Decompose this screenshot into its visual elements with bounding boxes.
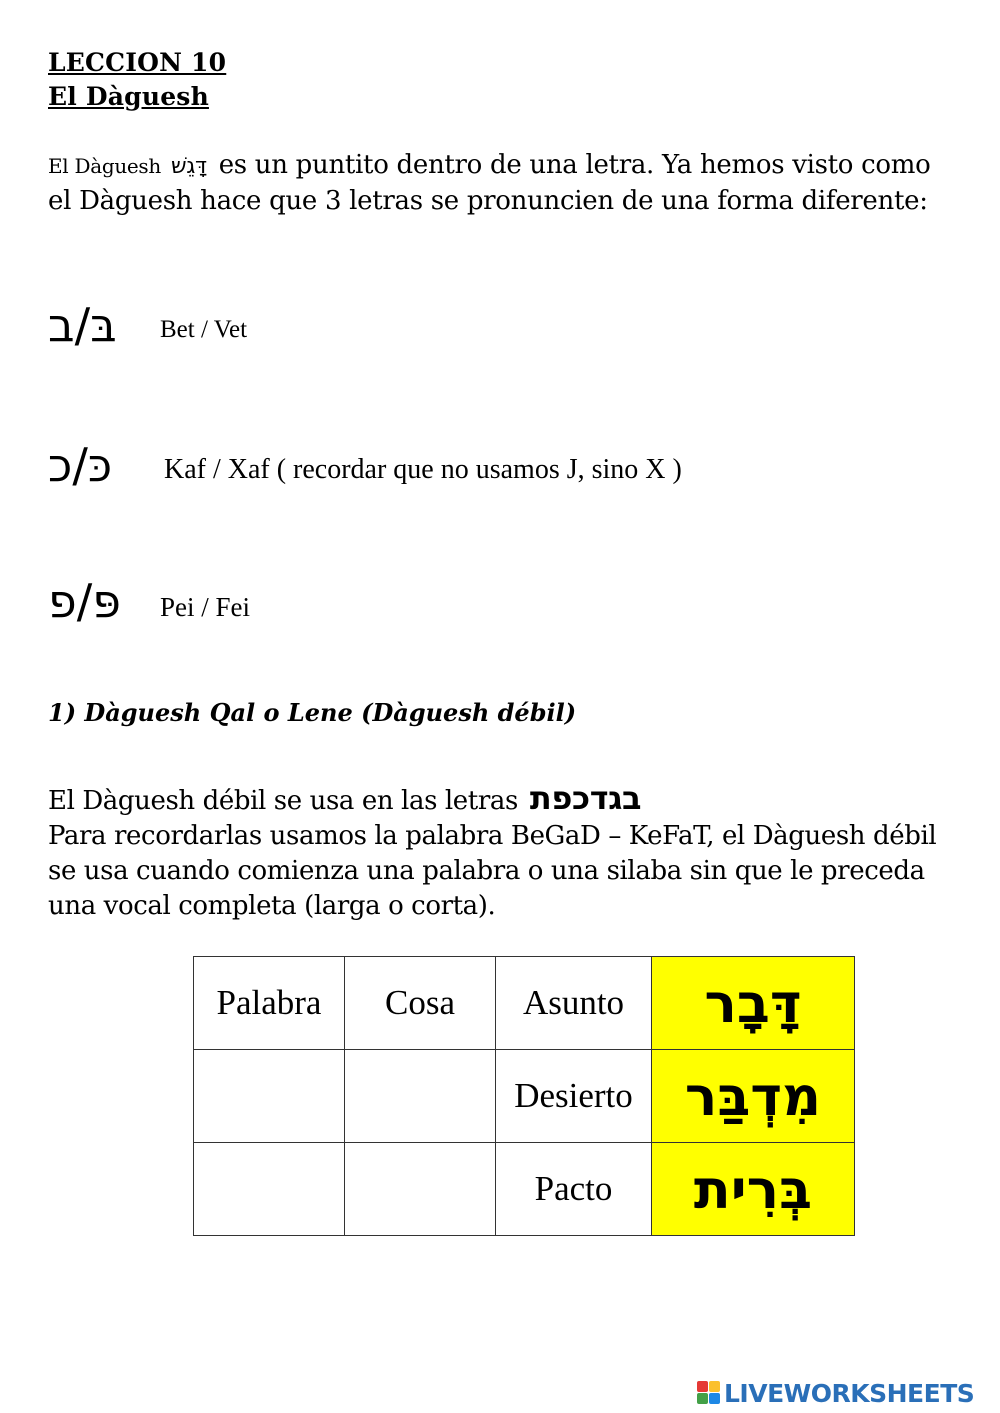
hebrew-word-cell: דָּבָר — [652, 957, 855, 1050]
answer-cell[interactable]: Desierto — [496, 1050, 652, 1143]
begadkefat-line — [48, 781, 968, 819]
vocabulary-table — [193, 956, 855, 1236]
answer-cell[interactable] — [194, 1050, 345, 1143]
section-paragraph — [48, 781, 968, 924]
table-row — [194, 1143, 855, 1236]
section-heading: 1) Dàguesh Qal o Lene (Dàguesh débil) — [48, 698, 577, 727]
dagesh-hebrew-word: דָּגֵשׁ — [170, 154, 207, 179]
intro-lead: El Dàguesh — [48, 154, 161, 178]
begadkefat-explanation: Para recordarlas usamos la palabra BeGaD – KeFaT, el Dàguesh débil se usa cuando comienza una palabra o una silaba sin que le preceda una vocal completa (larga o corta). — [48, 821, 937, 921]
hebrew-word-cell: מִדְבַּר — [652, 1050, 855, 1143]
answer-cell[interactable]: Palabra — [194, 957, 345, 1050]
letter-pair-pei: פּ/פ — [48, 574, 121, 628]
table-row — [194, 957, 855, 1050]
lesson-title: LECCION 10 — [48, 48, 227, 77]
table-row — [194, 1050, 855, 1143]
letter-name-bet: Bet / Vet — [160, 316, 248, 343]
logo-icon — [697, 1381, 721, 1405]
intro-paragraph — [48, 148, 948, 218]
answer-cell[interactable] — [345, 1050, 496, 1143]
lesson-topic: El Dàguesh — [48, 82, 209, 111]
letter-pair-bet: בּ/ב — [48, 298, 117, 352]
begadkefat-intro: El Dàguesh débil se usa en las letras — [48, 786, 518, 816]
answer-cell[interactable]: Cosa — [345, 957, 496, 1050]
answer-cell[interactable] — [345, 1143, 496, 1236]
answer-cell[interactable]: Pacto — [496, 1143, 652, 1236]
answer-cell[interactable]: Asunto — [496, 957, 652, 1050]
answer-cell[interactable] — [194, 1143, 345, 1236]
liveworksheets-logo — [697, 1376, 974, 1410]
letter-name-pei: Pei / Fei — [160, 592, 251, 622]
hebrew-word-cell: בְּרִית — [652, 1143, 855, 1236]
logo-text: LIVEWORKSHEETS — [724, 1378, 975, 1408]
intro-text: es un puntito dentro de una letra. Ya hemos visto como el Dàguesh hace que 3 letras se pronuncien de una forma diferente: — [48, 150, 931, 216]
begadkefat-letters: בגדכפת — [529, 779, 642, 817]
letter-name-kaf: Kaf / Xaf ( recordar que no usamos J, sino X ) — [164, 454, 682, 485]
letter-pair-kaf: כּ/כ — [48, 438, 113, 492]
